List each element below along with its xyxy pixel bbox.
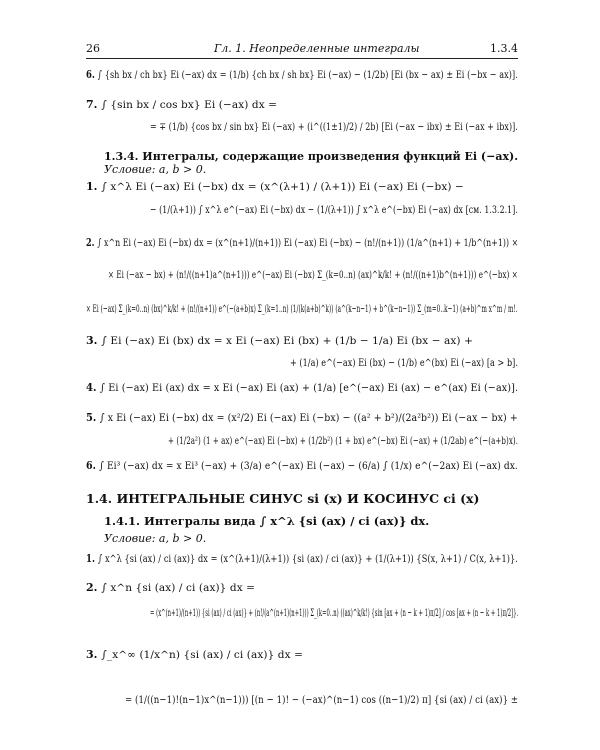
formula-line-c141 xyxy=(104,532,206,545)
formula-text: ∫ Ei (−ax) Ei (ax) dx = x Ei (−ax) Ei (ax) + (1/a) [e^(−ax) Ei (ax) − e^(ax) Ei (−ax)]. xyxy=(100,382,519,394)
formula-text: + (1/2a²) (1 + ax) e^(−ax) Ei (−bx) + (1/2b²) (1 + bx) e^(−bx) Ei (−ax) + (1/2ab) e^(−(a+b)x). xyxy=(168,435,519,447)
formula-line-g2b xyxy=(108,268,518,282)
formula-line-f6a xyxy=(86,68,518,82)
page-number: 26 xyxy=(86,42,100,55)
formula-number: 6. xyxy=(86,459,100,472)
formula-line-k3a xyxy=(86,648,303,662)
formula-line-g1a xyxy=(86,180,464,194)
formula-text: Условие: a, b > 0. xyxy=(104,163,207,176)
formula-line-g6a xyxy=(86,459,518,473)
formula-line-k3b xyxy=(125,693,518,707)
formula-text: ∫ x^λ {si (ax) / ci (ax)} dx = (x^(λ+1)/(λ+1)) {si (ax) / ci (ax)} + (1/(λ+1)) {S(x, λ+1) / C(x, λ+1)}. xyxy=(97,553,518,565)
formula-text: ∫ Ei (−ax) Ei (bx) dx = x Ei (−ax) Ei (bx) + (1/b − 1/a) Ei (bx − ax) + xyxy=(101,335,473,347)
formula-line-g4a xyxy=(86,381,518,395)
formula-number: 4. xyxy=(86,381,101,394)
formula-text: ∫ Ei³ (−ax) dx = x Ei³ (−ax) + (3/a) e^(−ax) Ei (−ax) − (6/a) ∫ (1/x) e^(−2ax) Ei (−ax) dx. xyxy=(99,460,518,472)
formula-line-g5b xyxy=(168,434,518,448)
formula-line-f7a xyxy=(86,98,277,112)
formula-line-g1b xyxy=(150,203,518,217)
formula-text: × Ei (−ax − bx) + (n!/((n+1)a^(n+1))) e^(−ax) Ei (−bx) Σ_(k=0..n) (ax)^k/k! + (n!/((n+1)b^(n+1))) e^(−bx) × xyxy=(108,269,518,281)
formula-number: 1. xyxy=(86,552,98,565)
formula-number: 2. xyxy=(86,581,102,594)
formula-line-g5a xyxy=(86,411,518,425)
formula-line-k2a xyxy=(86,581,255,595)
formula-line-c134 xyxy=(104,163,206,176)
formula-line-s134 xyxy=(104,150,518,163)
formula-line-g3b xyxy=(290,356,518,370)
formula-text: − (1/(λ+1)) ∫ x^λ e^(−ax) Ei (−bx) dx − (1/(λ+1)) ∫ x^λ e^(−bx) Ei (−ax) dx [см. 1.3.2.1]. xyxy=(150,204,518,216)
formula-text: 1.4.1. Интегралы вида ∫ x^λ {si (ax) / ci (ax)} dx. xyxy=(104,514,430,528)
formula-line-s141 xyxy=(104,515,429,528)
formula-text: × Ei (−ax) Σ_(k=0..n) (bx)^k/k! + (n!/(n+1)) e^(−(a+b)x) Σ_(k=1..n) (1/(k(a+b)^k)) (a^(k−n−1) + b^(k−n−1)) Σ_(m=0..k−1) (a+b)^m x^m / m!. xyxy=(86,303,518,315)
formula-number: 6. xyxy=(86,68,98,81)
formula-number: 7. xyxy=(86,98,102,111)
formula-line-k1a xyxy=(86,552,518,566)
formula-line-f7b xyxy=(150,120,518,134)
header-rule xyxy=(86,58,518,59)
formula-text: = (x^(n+1)/(n+1)) {si (ax) / ci (ax)} + (n!/(a^(n+1)(n+1))) Σ_(k=0..n) ((ax)^k/k!) {sin [ax + (n − k + 1)π/2] / cos [ax + (n − k + 1)π/2]}. xyxy=(150,607,519,619)
formula-line-g2a xyxy=(86,236,518,250)
formula-number: 1. xyxy=(86,180,102,193)
running-header xyxy=(86,40,518,58)
formula-text: + (1/a) e^(−ax) Ei (bx) − (1/b) e^(bx) Ei (−ax) [a > b]. xyxy=(290,357,519,369)
formula-number: 3. xyxy=(86,648,102,661)
formula-text: ∫ x^n Ei (−ax) Ei (−bx) dx = (x^(n+1)/(n+1)) Ei (−ax) Ei (−bx) − (n!/(n+1)) (1/a^(n+1) + 1/b^(n+1)) × xyxy=(97,237,519,249)
formula-text: ∫ x Ei (−ax) Ei (−bx) dx = (x²/2) Ei (−ax) Ei (−bx) − ((a² + b²)/(2a²b²)) Ei (−ax − bx) + xyxy=(99,412,518,424)
formula-text: = ∓ (1/b) {cos bx / sin bx} Ei (−ax) + (i^((1±1)/2) / 2b) [Ei (−ax − ibx) ± Ei (−ax + ibx)]. xyxy=(150,121,518,133)
formula-text: ∫ {sin bx / cos bx} Ei (−ax) dx = xyxy=(101,99,278,111)
formula-number: 5. xyxy=(86,411,100,424)
formula-line-g3a xyxy=(86,334,473,348)
formula-line-h14 xyxy=(86,492,479,506)
formula-text: Условие: a, b > 0. xyxy=(104,532,207,545)
formula-text: 1.4. ИНТЕГРАЛЬНЫЕ СИНУС si (x) И КОСИНУС ci (x) xyxy=(86,491,480,506)
formula-text: ∫_x^∞ (1/x^n) {si (ax) / ci (ax)} dx = xyxy=(101,649,303,661)
formula-line-g2c xyxy=(86,302,518,316)
formula-text: 1.3.4. Интегралы, содержащие произведения функций Ei (−ax). xyxy=(104,149,519,163)
chapter-title: Гл. 1. Неопределенные интегралы xyxy=(214,42,420,55)
formula-text: ∫ x^n {si (ax) / ci (ax)} dx = xyxy=(101,582,256,594)
formula-number: 2. xyxy=(86,236,98,249)
formula-text: = (1/((n−1)!(n−1)x^(n−1))) [(n − 1)! − (−ax)^(n−1) cos ((n−1)/2) π] {si (ax) / ci (ax)} ± xyxy=(125,694,519,706)
formula-text: ∫ x^λ Ei (−ax) Ei (−bx) dx = (x^(λ+1) / (λ+1)) Ei (−ax) Ei (−bx) − xyxy=(101,181,464,193)
section-reference: 1.3.4 xyxy=(490,42,518,55)
formula-line-k2b xyxy=(150,606,518,620)
formula-text: ∫ {sh bx / ch bx} Ei (−ax) dx = (1/b) {ch bx / sh bx} Ei (−ax) − (1/2b) [Ei (bx − ax) ± Ei (−bx − ax)]. xyxy=(97,69,518,81)
formula-number: 3. xyxy=(86,334,102,347)
